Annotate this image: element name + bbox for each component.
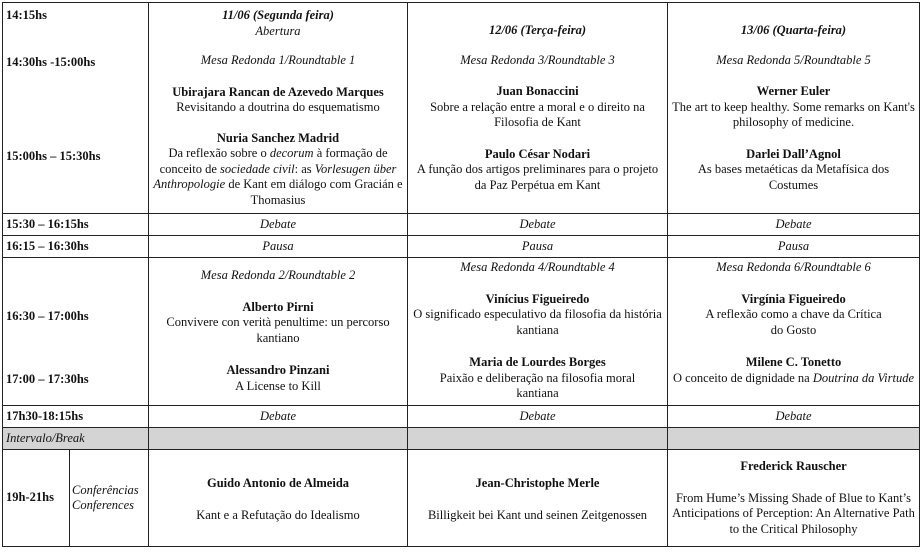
day1-debate1: Debate [149, 214, 408, 236]
day3-roundtable-b: Mesa Redonda 6/Roundtable 6 [716, 260, 871, 274]
day1-a2-title: Da reflexão sobre o decorum à formação de conceito de sociedade civil: as Vorlesugen über Anthropologie de Kant em diálogo com Gracián e Thomasius [153, 146, 403, 207]
day1-roundtable-b: Mesa Redonda 2/Roundtable 2 [200, 268, 356, 282]
afternoon-times-cell [3, 258, 149, 406]
day1-b1-speaker: Alberto Pirni [242, 299, 314, 314]
day2-b1-title: O significado especulativo da filosofia da história kantiana [413, 307, 662, 337]
break-row [3, 428, 920, 450]
day3-a2-title: As bases metaéticas da Metafísica dos Costumes [697, 162, 890, 192]
day2-b2-title: Paixão e deliberação na filosofia moral kantiana [439, 370, 636, 400]
day2-b1-speaker: Vinícius Figueiredo [485, 291, 590, 306]
break-cell-day1 [149, 428, 408, 450]
morning-block-row [3, 3, 920, 214]
day1-conf-speaker: Guido Antonio de Almeida [206, 476, 350, 490]
day1-afternoon-cell [149, 258, 408, 406]
day2-a2-speaker: Paulo César Nodari [484, 146, 591, 161]
day2-pausa: Pausa [408, 236, 668, 258]
day2-afternoon-cell [408, 258, 668, 406]
schedule-table [2, 2, 920, 547]
time-17-30: 17h30-18:15hs [3, 406, 149, 428]
day3-date: 13/06 (Quarta-feira) [740, 23, 847, 37]
time-15-30: 15:30 – 16:15hs [3, 214, 149, 236]
day1-morning-cell [149, 3, 408, 214]
day1-b2-speaker: Alessandro Pinzani [226, 363, 330, 377]
day1-a1-speaker: Ubirajara Rancan de Azevedo Marques [172, 84, 384, 99]
day1-b1-title: Convivere con verità penultime: un percorso kantiano [166, 315, 390, 345]
day2-conf-speaker: Jean-Christophe Merle [475, 476, 600, 490]
day1-pausa: Pausa [149, 236, 408, 258]
conferences-label-cell [70, 450, 149, 547]
day3-conf-speaker: Frederick Rauscher [740, 459, 847, 473]
day2-date: 12/06 (Terça-feira) [488, 23, 587, 37]
day2-debate2: Debate [408, 406, 668, 428]
day3-b1-speaker: Virgínia Figueiredo [741, 291, 846, 306]
day1-a1-title: Revisitando a doutrina do esquematismo [176, 100, 380, 114]
day2-a1-speaker: Juan Bonaccini [496, 84, 579, 98]
conferences-label-en: Conferences [72, 498, 135, 512]
day1-conference-cell [149, 450, 408, 547]
time-16-30: 16:30 – 17:00hs [6, 309, 89, 323]
day3-a1-speaker: Werner Euler [756, 84, 831, 98]
day1-date: 11/06 (Segunda feira) [222, 8, 334, 22]
time-15-00: 15:00hs – 15:30hs [6, 149, 101, 163]
day3-a1-title: The art to keep healthy. Some remarks on Kant's philosophy of medicine. [672, 99, 915, 129]
debate2-row [3, 406, 920, 428]
day2-b2-speaker: Maria de Lourdes Borges [469, 355, 606, 369]
time-19h: 19h-21hs [3, 450, 70, 547]
day3-roundtable-a: Mesa Redonda 5/Roundtable 5 [716, 52, 871, 67]
day2-roundtable-b: Mesa Redonda 4/Roundtable 4 [460, 260, 615, 274]
day3-b1-title: A reflexão como a chave da Crítica do Gosto [705, 307, 882, 337]
morning-times-cell [3, 3, 149, 214]
day2-conference-cell [408, 450, 668, 547]
day3-pausa: Pausa [668, 236, 920, 258]
day3-afternoon-cell [668, 258, 920, 406]
day3-a2-speaker: Darlei Dall’Agnol [746, 146, 841, 161]
day1-opening: Abertura [255, 23, 301, 38]
day2-a2-title: A função dos artigos preliminares para o projeto da Paz Perpétua em Kant [416, 162, 659, 192]
day3-b2-title: O conceito de dignidade na Doutrina da Virtude [672, 370, 915, 385]
conferences-row [3, 450, 920, 547]
break-cell-day2 [408, 428, 668, 450]
time-14-15: 14:15hs [6, 8, 47, 22]
day1-conf-title: Kant e a Refutação do Idealismo [196, 507, 360, 522]
day3-morning-cell [668, 3, 920, 214]
day3-conference-cell [668, 450, 920, 547]
day1-a2-speaker: Nuria Sanchez Madrid [216, 130, 340, 145]
day1-b2-title: A License to Kill [235, 378, 321, 393]
day3-debate1: Debate [668, 214, 920, 236]
day2-morning-cell [408, 3, 668, 214]
time-14-30: 14:30hs -15:00hs [6, 55, 96, 69]
day2-debate1: Debate [408, 214, 668, 236]
debate1-row [3, 214, 920, 236]
day2-a1-title: Sobre a relação entre a moral e o direito na Filosofia de Kant [430, 99, 645, 129]
pausa-row [3, 236, 920, 258]
day3-conf-title: From Hume’s Missing Shade of Blue to Kant’s Anticipations of Perception: An Alternative Path to the Critical Philosophy [672, 490, 915, 536]
afternoon-block-row [3, 258, 920, 406]
day2-conf-title: Billigkeit bei Kant und seinen Zeitgenossen [427, 507, 648, 522]
day3-debate2: Debate [668, 406, 920, 428]
break-label: Intervalo/Break [3, 428, 149, 450]
conferences-label-pt: Conferências [72, 482, 139, 497]
day1-roundtable-a: Mesa Redonda 1/Roundtable 1 [200, 53, 356, 67]
day3-b2-speaker: Milene C. Tonetto [745, 355, 842, 369]
day1-debate2: Debate [149, 406, 408, 428]
day2-roundtable-a: Mesa Redonda 3/Roundtable 3 [460, 52, 615, 67]
time-17-00: 17:00 – 17:30hs [6, 372, 89, 386]
break-cell-day3 [668, 428, 920, 450]
time-16-15: 16:15 – 16:30hs [3, 236, 149, 258]
